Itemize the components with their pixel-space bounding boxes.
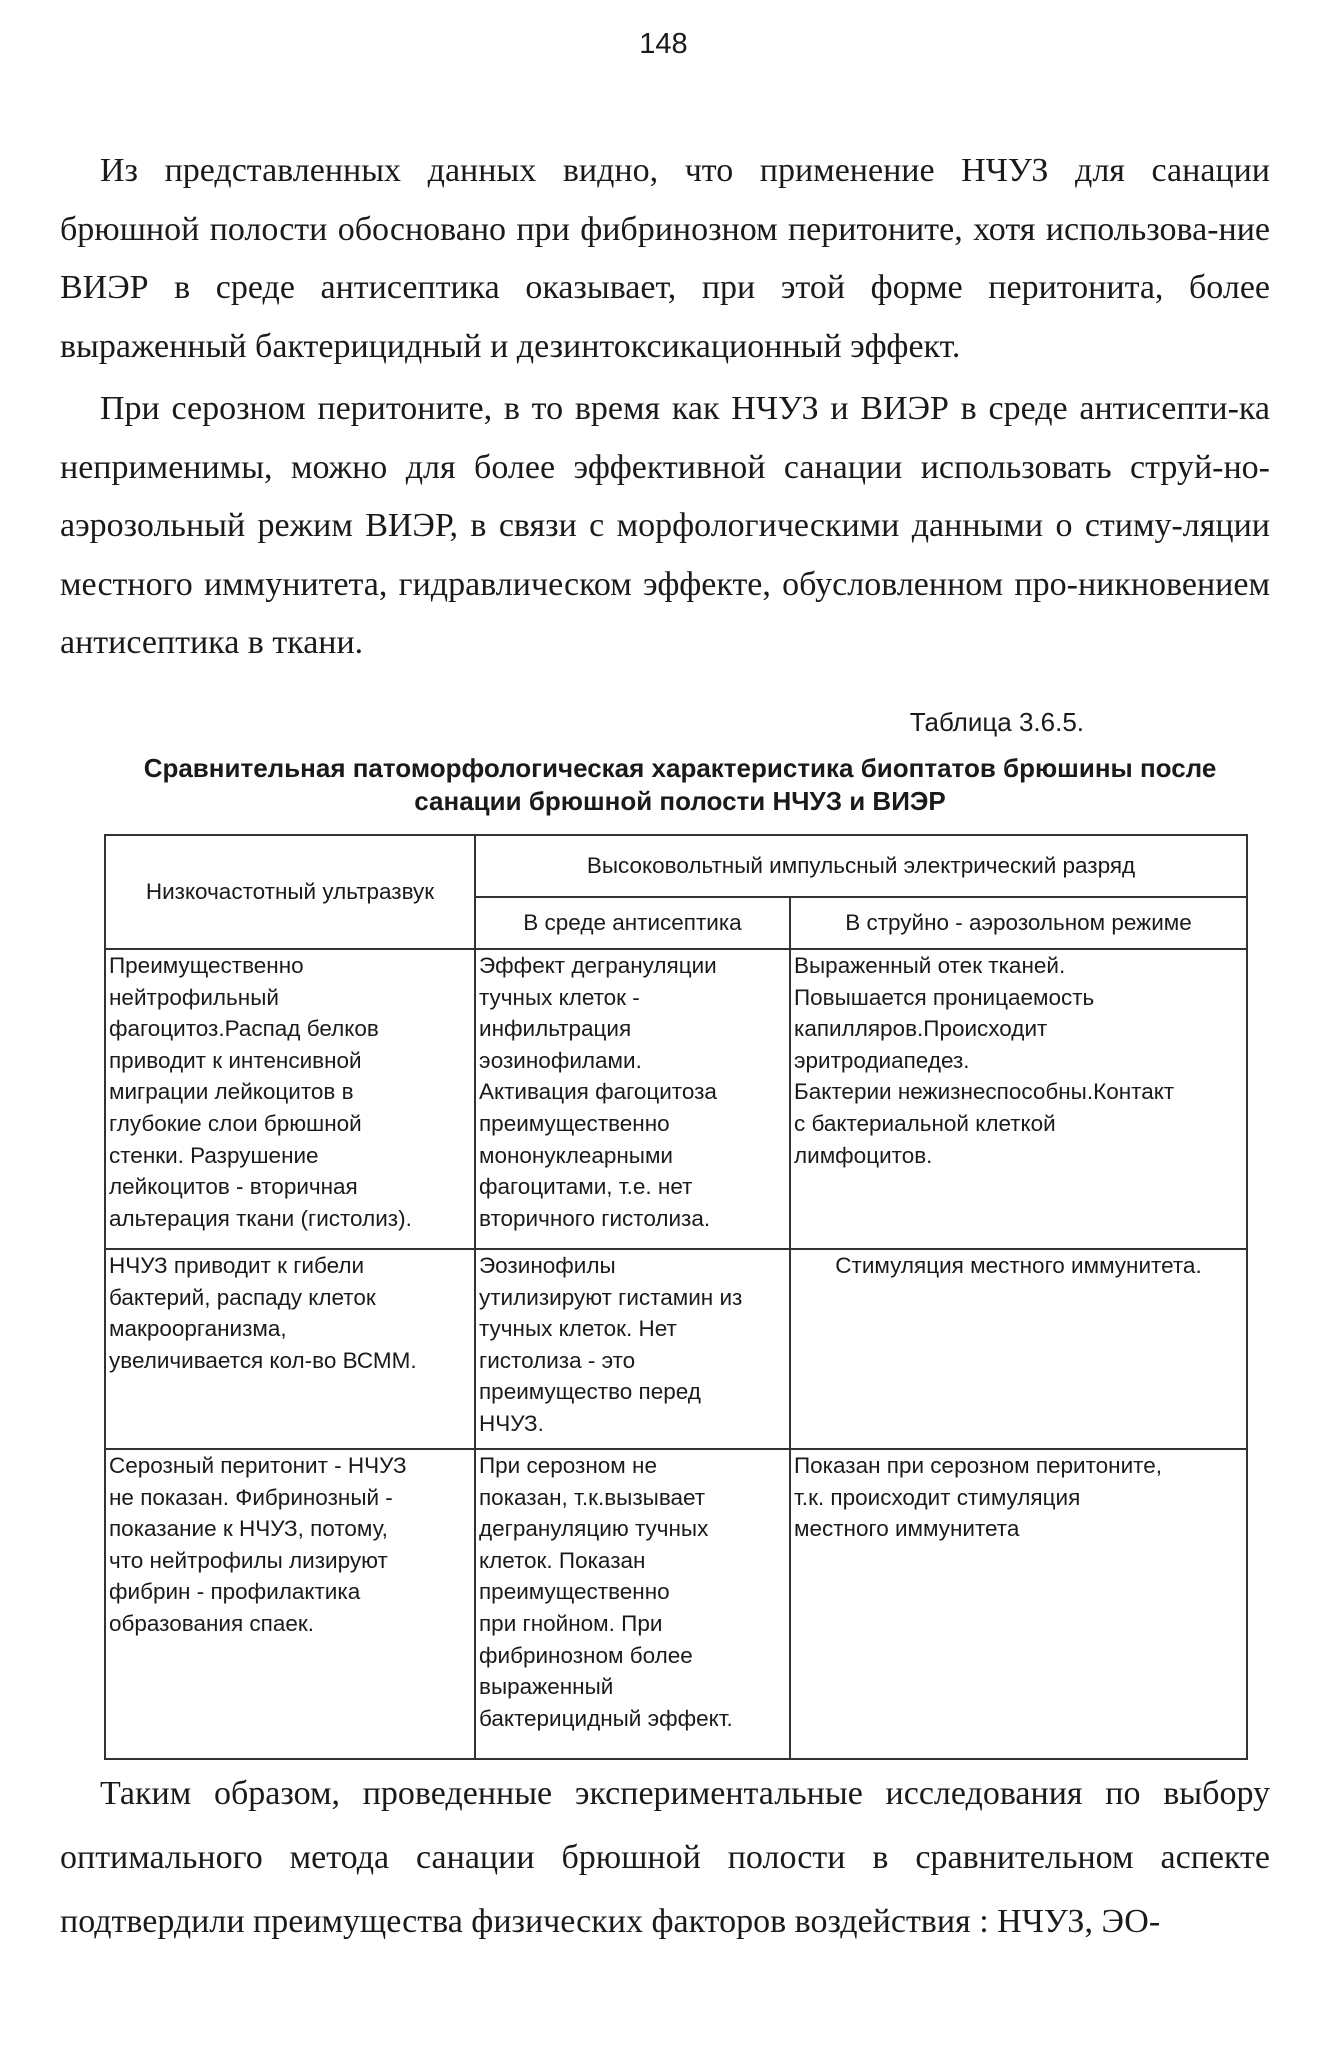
- cell-text-line: Активация фагоцитоза: [479, 1079, 717, 1105]
- cell-text-line: преимущество перед: [479, 1379, 701, 1405]
- table-cell: [105, 1249, 475, 1449]
- cell-text-line: утилизируют гистамин из: [479, 1284, 743, 1310]
- table-cell: [105, 1449, 475, 1759]
- cell-text-line: Выраженный отек тканей.: [794, 953, 1066, 978]
- cell-text-line: макроорганизма,: [109, 1316, 287, 1342]
- cell-text-line: бактерицидный эффект.: [479, 1705, 733, 1731]
- cell-text-line: что нейтрофилы лизируют: [109, 1547, 388, 1573]
- cell-text-line: т.к. происходит стимуляция: [794, 1484, 1081, 1510]
- cell-text-line: дегрануляцию тучных: [479, 1516, 709, 1542]
- cell-text-line: с бактериальной клеткой: [794, 1110, 1056, 1136]
- cell-text-line: Серозный перитонит - НЧУЗ: [109, 1453, 407, 1478]
- header-antiseptic: В среде антисептика: [475, 897, 790, 949]
- table-cell: [790, 1449, 1247, 1759]
- cell-text-line: образования спаек.: [109, 1610, 314, 1636]
- cell-text-line: лимфоцитов.: [794, 1142, 933, 1168]
- cell-text-line: Показан при серозном перитоните,: [794, 1453, 1162, 1478]
- cell-text-line: показание к НЧУЗ, потому,: [109, 1516, 388, 1542]
- cell-text-line: альтерация ткани (гистолиз).: [109, 1205, 412, 1231]
- cell-text-line: нейтрофильный: [109, 984, 279, 1010]
- cell-text-line: глубокие слои брюшной: [109, 1110, 362, 1136]
- cell-text-line: фагоцитоз.Распад белков: [109, 1016, 379, 1042]
- cell-text-line: приводит к интенсивной: [109, 1047, 362, 1073]
- header-ultrasound: Низкочастотный ультразвук: [105, 835, 475, 949]
- cell-text-line: выраженный: [479, 1674, 614, 1700]
- table-title: [100, 752, 1260, 818]
- cell-text-line: увеличивается кол-во ВСММ.: [109, 1347, 417, 1373]
- cell-text-line: Эффект дегрануляции: [479, 953, 717, 978]
- table-cell: [105, 949, 475, 1249]
- cell-text-line: тучных клеток -: [479, 984, 640, 1010]
- cell-text-line: При серозном не: [479, 1453, 657, 1478]
- table-title-line-1: Сравнительная патоморфологическая характеристика биоптатов брюшины после: [143, 753, 1217, 783]
- cell-text-line: фибринозном более: [479, 1642, 693, 1668]
- cell-text-line: эритродиапедез.: [794, 1047, 970, 1073]
- cell-text-line: Стимуляция местного иммунитета.: [835, 1253, 1202, 1278]
- paragraph-2: При серозном перитоните, в то время как НЧУЗ и ВИЭР в среде антисепти-ка неприменимы, можно для более эффективной санации использовать струй-но-аэрозольный режим ВИЭР, в связи с морфологическими данными о стиму-ляции местного иммунитета, гидравлическом эффекте, обусловленном про-никновением антисептика в ткани.: [60, 390, 1270, 661]
- table-cell: [790, 949, 1247, 1249]
- table-cell: [790, 1249, 1247, 1449]
- cell-text-line: преимущественно: [479, 1110, 670, 1136]
- table-cell: [475, 1449, 790, 1759]
- header-discharge-group: Высоковольтный импульсный электрический разряд: [475, 835, 1247, 897]
- cell-text-line: не показан. Фибринозный -: [109, 1484, 393, 1510]
- table-title-line-2: санации брюшной полости НЧУЗ и ВИЭР: [414, 786, 946, 816]
- table-label: Таблица 3.6.5.: [909, 707, 1084, 737]
- cell-text-line: Преимущественно: [109, 953, 304, 978]
- cell-text-line: вторичного гистолиза.: [479, 1205, 711, 1231]
- cell-text-line: фагоцитами, т.е. нет: [479, 1174, 693, 1200]
- comparison-table: [104, 834, 1248, 1760]
- cell-text-line: Эозинофилы: [479, 1253, 616, 1278]
- table-row: [105, 1249, 1247, 1449]
- page-number: 148: [639, 28, 688, 60]
- cell-text-line: НЧУЗ приводит к гибели: [109, 1253, 365, 1278]
- cell-text-line: мононуклеарными: [479, 1142, 673, 1168]
- cell-text-line: тучных клеток. Нет: [479, 1316, 677, 1342]
- cell-text-line: миграции лейкоцитов в: [109, 1079, 354, 1105]
- header-jet-aerosol: В струйно - аэрозольном режиме: [790, 897, 1247, 949]
- cell-text-line: показан, т.к.вызывает: [479, 1484, 706, 1510]
- cell-text-line: капилляров.Происходит: [794, 1016, 1048, 1042]
- cell-text-line: инфильтрация: [479, 1016, 632, 1042]
- paragraph-1: Из представленных данных видно, что применение НЧУЗ для санации брюшной полости обосновано при фибринозном перитоните, хотя использова-ние ВИЭР в среде антисептика оказывает, при этой форме перитонита, более выраженный бактерицидный и дезинтоксикационный эффект.: [60, 152, 1270, 365]
- cell-text-line: фибрин - профилактика: [109, 1579, 361, 1605]
- cell-text-line: НЧУЗ.: [479, 1410, 544, 1436]
- cell-text-line: местного иммунитета: [794, 1516, 1020, 1542]
- cell-text-line: лейкоцитов - вторичная: [109, 1174, 358, 1200]
- cell-text-line: Повышается проницаемость: [794, 984, 1095, 1010]
- cell-text-line: Бактерии нежизнеспособны.Контакт: [794, 1079, 1175, 1105]
- cell-text-line: при гнойном. При: [479, 1610, 663, 1636]
- cell-text-line: стенки. Разрушение: [109, 1142, 319, 1168]
- table-row: [105, 949, 1247, 1249]
- cell-text-line: бактерий, распаду клеток: [109, 1284, 376, 1310]
- table-row: [105, 1449, 1247, 1759]
- cell-text-line: эозинофилами.: [479, 1047, 642, 1073]
- table-cell: [475, 949, 790, 1249]
- cell-text-line: гистолиза - это: [479, 1347, 636, 1373]
- cell-text-line: преимущественно: [479, 1579, 670, 1605]
- cell-text-line: клеток. Показан: [479, 1547, 646, 1573]
- paragraph-3: Таким образом, проведенные экспериментальные исследования по выбору оптимального метода санации брюшной полости в сравнительном аспекте подтвердили преимущества физических факторов воздействия : НЧУЗ, ЭО-: [60, 1775, 1270, 1940]
- table-cell: [475, 1249, 790, 1449]
